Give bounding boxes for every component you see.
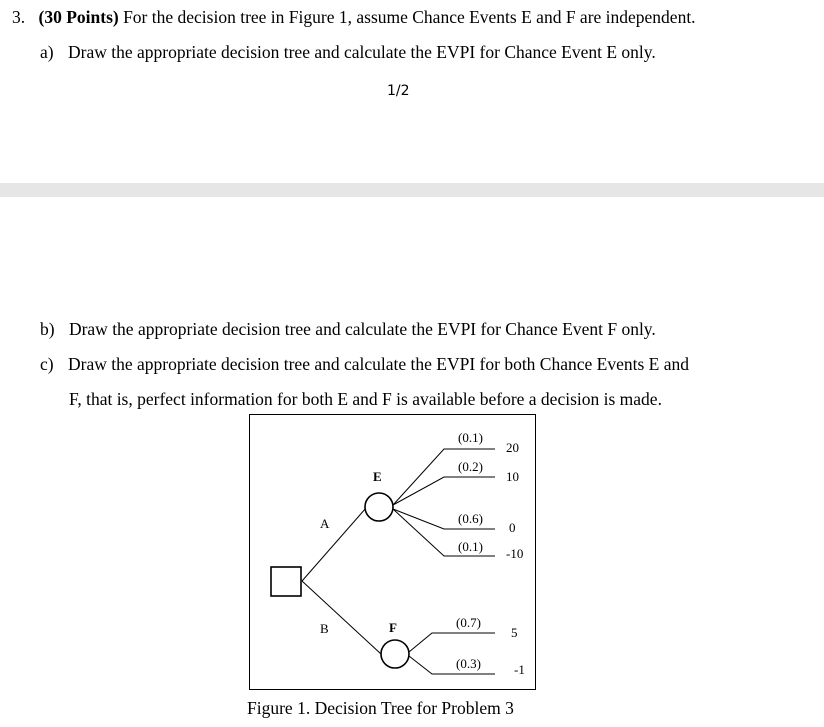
question-text: For the decision tree in Figure 1, assume Chance Events E and F are independent. bbox=[123, 7, 696, 27]
f-prob-1: (0.7) bbox=[456, 615, 481, 630]
node-e-label: E bbox=[373, 469, 382, 484]
e-prob-3: (0.6) bbox=[458, 511, 483, 526]
e-payoff-4: -10 bbox=[506, 546, 524, 561]
branch-b-label: B bbox=[320, 621, 329, 636]
part-b-text: Draw the appropriate decision tree and calculate the EVPI for Chance Event F only. bbox=[68, 319, 656, 339]
part-a-label: a) bbox=[40, 42, 54, 62]
question-number: 3. bbox=[12, 7, 26, 27]
f-payoff-1: 5 bbox=[511, 625, 518, 640]
part-c-text: Draw the appropriate decision tree and calculate the EVPI for both Chance Events E and bbox=[67, 354, 689, 374]
part-c-continuation: F, that is, perfect information for both E and F is available before a decision is made. bbox=[69, 389, 662, 409]
e-prob-1: (0.1) bbox=[458, 430, 483, 445]
f-outcome-line-1 bbox=[409, 633, 495, 652]
e-payoff-1: 20 bbox=[506, 440, 519, 455]
f-payoff-2: -1 bbox=[514, 662, 525, 677]
part-b-label: b) bbox=[40, 319, 55, 339]
question-points: (30 Points) bbox=[38, 7, 119, 27]
node-f-label: F bbox=[389, 620, 397, 635]
decision-node-square bbox=[271, 567, 301, 596]
page-indicator: 1/2 bbox=[387, 83, 410, 99]
e-prob-2: (0.2) bbox=[458, 459, 483, 474]
f-prob-2: (0.3) bbox=[456, 656, 481, 671]
branch-a-line bbox=[302, 508, 366, 581]
figure-caption: Figure 1. Decision Tree for Problem 3 bbox=[247, 698, 514, 718]
branch-a-label: A bbox=[320, 516, 330, 531]
branch-b-line bbox=[302, 581, 381, 654]
e-payoff-2: 10 bbox=[506, 469, 519, 484]
part-a-text: Draw the appropriate decision tree and calculate the EVPI for Chance Event E only. bbox=[67, 42, 656, 62]
e-outcome-line-2 bbox=[393, 477, 495, 505]
part-c-label: c) bbox=[40, 354, 54, 374]
chance-node-e bbox=[365, 493, 393, 521]
e-payoff-3: 0 bbox=[509, 520, 516, 535]
e-prob-4: (0.1) bbox=[458, 539, 483, 554]
f-outcome-line-2 bbox=[409, 656, 495, 674]
chance-node-f bbox=[381, 640, 409, 668]
